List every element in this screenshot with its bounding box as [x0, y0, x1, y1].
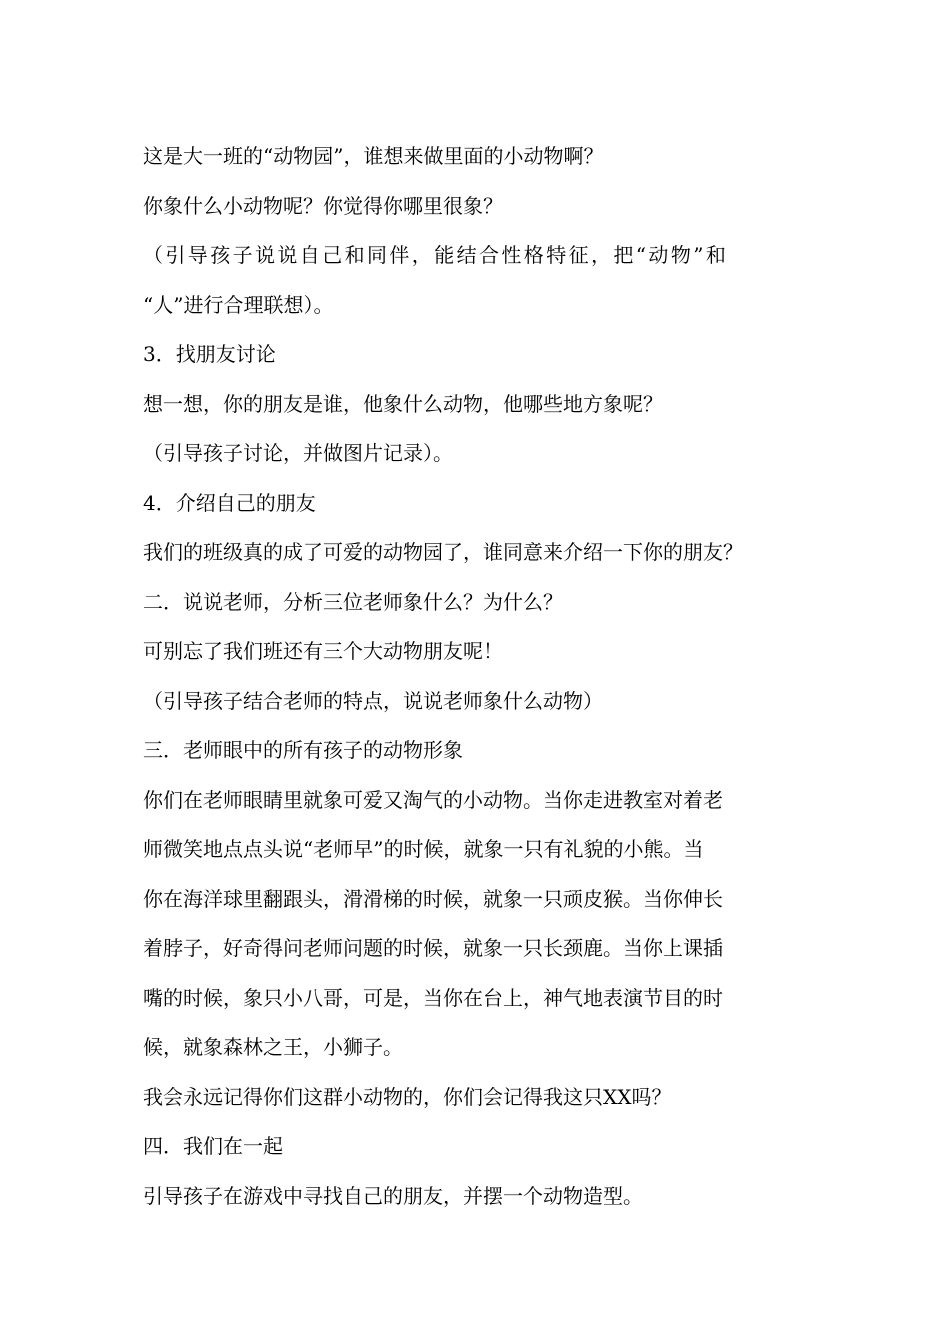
paragraph-line: 可别忘了我们班还有三个大动物朋友呢！ [143, 639, 503, 663]
document-body [143, 132, 809, 1221]
section-heading: 3．找朋友讨论 [143, 342, 276, 366]
section-heading: 三．老师眼中的所有孩子的动物形象 [143, 738, 463, 762]
paragraph-line: 嘴的时候，象只小八哥，可是，当你在台上，神气地表演节目的时 [143, 985, 723, 1010]
section-heading: 四．我们在一起 [143, 1134, 283, 1158]
paragraph-line: 你在海洋球里翻跟头，滑滑梯的时候，就象一只顽皮猴。当你伸长 [143, 886, 723, 911]
paragraph-line: 你象什么小动物呢？你觉得你哪里很象？ [143, 193, 503, 218]
paragraph-line: 想一想，你的朋友是谁，他象什么动物，他哪些地方象呢？ [143, 391, 663, 416]
paragraph-line: （引导孩子讨论，并做图片记录）。 [143, 441, 453, 465]
paragraph-line: 引导孩子在游戏中寻找自己的朋友，并摆一个动物造型。 [143, 1183, 643, 1208]
paragraph-line: 着脖子，好奇得问老师问题的时候，就象一只长颈鹿。当你上课插 [143, 936, 723, 960]
paragraph-line: 我们的班级真的成了可爱的动物园了，谁同意来介绍一下你的朋友？ [143, 540, 743, 564]
section-heading: 4．介绍自己的朋友 [143, 490, 316, 515]
paragraph-line: 你们在老师眼睛里就象可爱又淘气的小动物。当你走进教室对着老 [143, 787, 723, 812]
paragraph-line: 师微笑地点点头说“老师早”的时候，就象一只有礼貌的小熊。当 [143, 837, 704, 861]
paragraph-line: （引导孩子结合老师的特点，说说老师象什么动物） [143, 688, 603, 713]
paragraph-line: 我会永远记得你们这群小动物的，你们会记得我这只XX吗？ [143, 1084, 672, 1109]
paragraph-line: “人”进行合理联想）。 [143, 292, 334, 317]
paragraph-line: 这是大一班的“动物园”，谁想来做里面的小动物啊？ [143, 144, 604, 168]
paragraph-line: （引导孩子说说自己和同伴，能结合性格特征，把“动物”和 [143, 243, 729, 267]
section-heading: 二．说说老师，分析三位老师象什么？为什么？ [143, 589, 563, 614]
paragraph-line: 候，就象森林之王，小狮子。 [143, 1035, 403, 1059]
